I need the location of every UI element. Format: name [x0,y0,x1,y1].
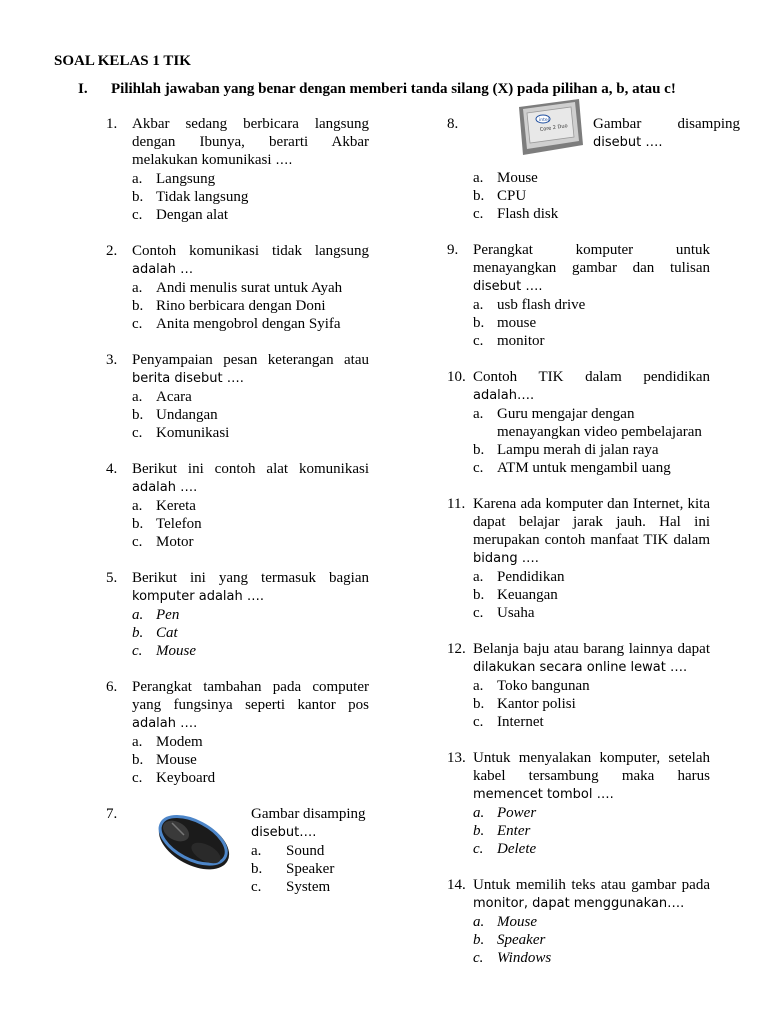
answer-option[interactable] [473,586,710,604]
option-text: monitor [497,333,545,349]
question-stem-end: monitor, dapat menggunakan…. [473,896,685,911]
answer-option[interactable] [473,314,710,332]
option-letter: b. [473,442,485,458]
question-stem: Gambar disamping [251,806,366,822]
right-column [447,115,740,985]
answer-option[interactable] [473,949,710,967]
question [447,876,710,967]
answer-option[interactable] [473,296,710,314]
question-stem: Berikut ini contoh alat komunikasi [132,461,369,477]
question-text [132,460,369,497]
option-letter: b. [132,407,144,423]
option-letter: b. [251,861,263,877]
option-letter: c. [473,333,484,349]
question-stem-end: bidang …. [473,551,539,566]
question-stem: Gambar disamping [593,116,740,132]
option-letter: a. [132,607,144,623]
answer-option[interactable] [132,206,369,224]
answer-option[interactable] [132,297,369,315]
question-text [473,640,710,677]
cpu-image [513,95,585,159]
question-stem-end: berita disebut …. [132,371,244,386]
option-text: Pendidikan [497,569,565,585]
question-stem: Untuk memilih teks atau gambar pada [473,877,710,893]
answer-option[interactable] [132,751,369,769]
option-text: Mouse [497,170,538,186]
option-letter: c. [473,841,484,857]
option-text: Mouse [156,752,197,768]
option-letter: b. [473,188,485,204]
option-list [473,913,710,967]
question [447,495,710,622]
svg-text:Core 2 Duo: Core 2 Duo [539,123,569,133]
option-letter: a. [132,734,143,750]
option-letter: a. [473,406,484,422]
option-text: Telefon [156,516,202,532]
question-number: 14. [447,877,466,893]
question-stem-end: adalah …. [132,480,198,495]
answer-option[interactable] [473,604,710,622]
question [447,241,710,350]
left-column [106,115,369,895]
question [106,569,369,660]
option-list [473,169,710,223]
question-stem: Penyampaian pesan keterangan atau [132,352,369,368]
answer-option[interactable] [132,188,369,206]
option-letter: c. [132,534,143,550]
question [106,460,369,551]
option-letter: c. [473,206,484,222]
mouse-image [146,805,238,877]
option-letter: b. [473,315,485,331]
question-number: 12. [447,641,466,657]
answer-option[interactable] [251,878,381,896]
page-title: SOAL KELAS 1 TIK [54,53,191,69]
question-stem: Perangkat tambahan pada computer yang fungsinya seperti kantor pos [132,679,369,713]
question-text [473,368,710,405]
instruction-text: Pilihlah jawaban yang benar dengan memberi tanda silang (X) pada pilihan a, b, atau c! [111,81,676,97]
option-letter: c. [251,879,262,895]
option-text: mouse [497,315,537,331]
question-stem-end: disebut …. [473,279,543,294]
option-text: Mouse [156,643,196,659]
question-number: 9. [447,242,459,258]
question-number: 5. [106,570,118,586]
question-number: 8. [447,116,459,132]
option-letter: c. [132,207,143,223]
option-letter: a. [473,569,484,585]
question-text [132,569,369,606]
answer-option[interactable] [132,424,369,442]
question-stem-end: adalah…. [473,388,535,403]
option-letter: a. [473,678,484,694]
answer-option[interactable] [473,804,710,822]
question-stem: Akbar sedang berbicara langsung dengan Ibunya, berarti Akbar melakukan komunikasi [132,116,369,168]
option-text: Undangan [156,407,218,423]
option-text: Komunikasi [156,425,230,441]
question-stem: Contoh komunikasi tidak langsung [132,243,369,259]
option-letter: a. [132,171,143,187]
question-stem: Karena ada komputer dan Internet, kita dapat belajar jarak jauh. Hal ini merupakan contoh manfaat TIK dalam [473,496,710,548]
answer-option[interactable] [473,677,710,695]
option-letter: c. [132,643,143,659]
option-letter: c. [132,425,143,441]
option-text: Acara [156,389,192,405]
question-text [132,242,369,279]
option-text: Mouse [497,914,537,930]
question-stem: Berikut ini yang termasuk bagian [132,570,369,586]
answer-option[interactable] [473,332,710,350]
answer-option[interactable] [251,842,381,860]
question-stem-end: disebut …. [593,135,663,150]
option-text: Modem [156,734,203,750]
option-text: Flash disk [497,206,559,222]
option-text: System [286,879,331,895]
option-letter: a. [473,297,484,313]
option-text: Motor [156,534,194,550]
question-text [473,876,710,913]
option-text: usb flash drive [497,297,586,313]
answer-option[interactable] [473,568,710,586]
option-text: Dengan alat [156,207,229,223]
answer-option[interactable] [132,279,369,297]
question-stem-end: adalah …. [132,716,198,731]
option-letter: a. [132,498,143,514]
option-text: CPU [497,188,527,204]
option-letter: b. [473,932,485,948]
question-number: 13. [447,750,466,766]
answer-option[interactable] [132,769,369,787]
answer-option[interactable] [132,515,369,533]
answer-option[interactable] [473,169,710,187]
question-number: 7. [106,806,118,822]
question-stem: Belanja baju atau barang lainnya dapat [473,641,710,657]
option-text: Rino berbicara dengan Doni [156,298,326,314]
question-number: 3. [106,352,118,368]
option-letter: b. [132,625,144,641]
question-number: 2. [106,243,118,259]
option-list [473,677,710,731]
option-text: Langsung [156,171,216,187]
question-number: 10. [447,369,466,385]
question-number: 11. [447,496,466,512]
option-letter: b. [473,696,485,712]
answer-option[interactable] [473,713,710,731]
option-text: Keyboard [156,770,216,786]
answer-option[interactable] [132,606,369,624]
option-letter: b. [473,587,485,603]
option-text: Kantor polisi [497,696,576,712]
option-letter: b. [132,298,144,314]
question-stem-end: komputer adalah …. [132,589,265,604]
option-letter: b. [132,516,144,532]
question [106,351,369,442]
option-text: ATM untuk mengambil uang [497,460,671,476]
option-list [132,497,369,551]
question-text [132,351,369,388]
question-stem-end: …. [275,153,293,168]
question-8-body [593,115,740,152]
option-letter: c. [473,605,484,621]
question-text [473,749,710,804]
answer-option[interactable] [251,860,381,878]
question-text [473,241,710,296]
question-text [132,678,369,733]
option-list [132,606,369,660]
answer-option[interactable] [473,187,710,205]
question-7 [106,805,369,895]
option-text: Toko bangunan [497,678,590,694]
option-list [473,568,710,622]
answer-option[interactable] [132,388,369,406]
answer-option[interactable] [132,170,369,188]
question-8 [447,115,740,223]
answer-option[interactable] [132,533,369,551]
option-list [251,842,381,896]
answer-option[interactable] [132,406,369,424]
option-letter: c. [132,316,143,332]
answer-option[interactable] [473,695,710,713]
answer-option[interactable] [473,931,710,949]
option-text: Speaker [286,861,335,877]
option-letter: b. [132,752,144,768]
option-text: Sound [286,843,325,859]
section-instruction [78,80,676,98]
question-text [473,495,710,568]
question-number: 1. [106,116,118,132]
option-list [132,733,369,787]
answer-option[interactable] [473,913,710,931]
question-text [132,115,369,170]
option-text: Enter [497,823,531,839]
option-letter: a. [251,843,262,859]
answer-option[interactable] [473,459,710,477]
option-text: Pen [156,607,180,623]
question [106,115,369,224]
question [106,242,369,333]
option-letter: c. [473,460,484,476]
answer-option[interactable] [132,642,369,660]
question [447,640,710,731]
question [447,368,710,477]
answer-option[interactable] [132,497,369,515]
section-number: I. [78,81,88,97]
question [447,749,710,858]
question-number: 6. [106,679,118,695]
option-text: Usaha [497,605,535,621]
question-stem-end: disebut…. [251,825,317,840]
option-letter: c. [132,770,143,786]
option-text: Internet [497,714,544,730]
option-text: Cat [156,625,178,641]
option-text: Anita mengobrol dengan Syifa [156,316,341,332]
question-stem-end: adalah … [132,262,194,277]
option-letter: a. [473,914,485,930]
option-list [473,804,710,858]
option-list [473,296,710,350]
option-letter: a. [132,389,143,405]
answer-option[interactable] [473,822,710,840]
option-text: Guru mengajar dengan menayangkan video pembelajaran [497,406,702,440]
option-text: Delete [497,841,537,857]
option-text: Tidak langsung [156,189,249,205]
answer-option[interactable] [473,205,710,223]
option-text: Windows [497,950,552,966]
question-number: 4. [106,461,118,477]
option-list [473,405,710,477]
option-list [132,388,369,442]
option-list [132,170,369,224]
answer-option[interactable] [473,840,710,858]
answer-option[interactable] [473,405,710,441]
option-text: Speaker [497,932,546,948]
answer-option[interactable] [132,624,369,642]
answer-option[interactable] [473,441,710,459]
option-text: Kereta [156,498,196,514]
option-letter: b. [132,189,144,205]
cpu-logo-text: intel [539,118,549,123]
question-stem: Perangkat komputer untuk menayangkan gambar dan tulisan [473,242,710,276]
option-letter: a. [473,170,484,186]
question [106,678,369,787]
option-text: Power [497,805,537,821]
option-text: Lampu merah di jalan raya [497,442,659,458]
option-letter: a. [473,805,485,821]
option-text: Keuangan [497,587,558,603]
question-7-body [251,805,381,896]
answer-option[interactable] [132,733,369,751]
question-stem-end: dilakukan secara online lewat …. [473,660,688,675]
answer-option[interactable] [132,315,369,333]
option-letter: c. [473,950,484,966]
option-letter: c. [473,714,484,730]
question-stem: Contoh TIK dalam pendidikan [473,369,710,385]
option-text: Andi menulis surat untuk Ayah [156,280,343,296]
option-letter: b. [473,823,485,839]
option-list [132,279,369,333]
question-stem-end: memencet tombol …. [473,787,614,802]
question-stem: Untuk menyalakan komputer, setelah kabel tersambung maka harus [473,750,710,784]
option-letter: a. [132,280,143,296]
